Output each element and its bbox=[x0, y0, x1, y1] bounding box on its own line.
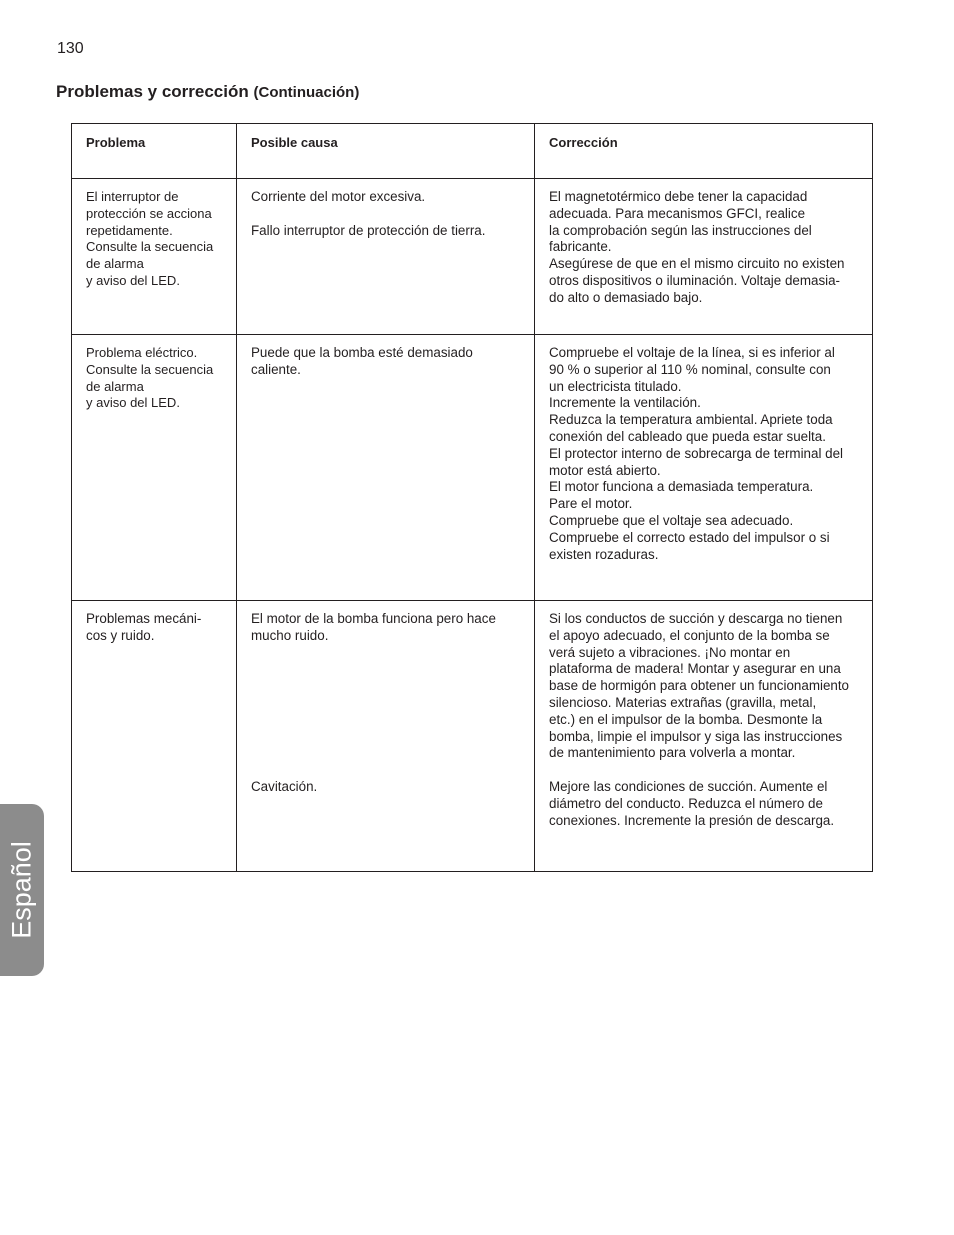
text-line: la comprobación según las instrucciones del bbox=[549, 222, 812, 238]
troubleshooting-table bbox=[71, 123, 873, 872]
text-line: etc.) en el impulsor de la bomba. Desmonte la bbox=[549, 711, 823, 727]
text-line: Cavitación. bbox=[251, 778, 318, 794]
text-line: verá sujeto a vibraciones. ¡No montar en bbox=[549, 644, 791, 660]
spacer bbox=[251, 206, 526, 223]
text-line: Corriente del motor excesiva. bbox=[251, 189, 426, 204]
text-line: Mejore las condiciones de succión. Aumente el bbox=[549, 778, 828, 794]
text-line: fabricante. bbox=[549, 239, 612, 255]
text-line: El interruptor de bbox=[86, 189, 179, 204]
text-line: motor está abierto. bbox=[549, 462, 661, 478]
text-line: Compruebe que el voltaje sea adecuado. bbox=[549, 512, 794, 528]
text-line: conexiones. Incremente la presión de descarga. bbox=[549, 812, 835, 828]
text-line: Consulte la secuencia bbox=[86, 239, 214, 255]
text-line: El magnetotérmico debe tener la capacidad bbox=[549, 189, 808, 204]
table-row bbox=[72, 179, 873, 335]
header-cause: Posible causa bbox=[237, 124, 535, 179]
text-line: cos y ruido. bbox=[86, 627, 155, 643]
text-line: repetidamente. bbox=[86, 222, 173, 238]
cause-cell bbox=[237, 179, 535, 335]
cause-cell bbox=[237, 335, 535, 601]
text-line: El protector interno de sobrecarga de terminal del bbox=[549, 445, 844, 461]
text-line: Incremente la ventilación. bbox=[549, 395, 701, 411]
text-line: Consulte la secuencia bbox=[86, 361, 214, 377]
cause-cell bbox=[237, 601, 535, 872]
text-line: silencioso. Materias extrañas (gravilla, metal, bbox=[549, 694, 817, 710]
text-line: bomba, limpie el impulsor y siga las instrucciones bbox=[549, 728, 843, 744]
text-line: Compruebe el voltaje de la línea, si es inferior al bbox=[549, 345, 835, 360]
text-line: adecuada. Para mecanismos GFCI, realice bbox=[549, 205, 806, 221]
correction-cell bbox=[535, 179, 873, 335]
correction-cell bbox=[535, 601, 873, 872]
text-line: conexión del cableado que pueda estar suelta. bbox=[549, 428, 826, 444]
text-line: Si los conductos de succión y descarga no tienen bbox=[549, 611, 843, 626]
text-line: do alto o demasiado bajo. bbox=[549, 289, 703, 305]
text-line: de mantenimiento para volverla a montar. bbox=[549, 745, 796, 761]
table-header-row bbox=[72, 124, 873, 179]
text-line: existen rozaduras. bbox=[549, 546, 659, 562]
text-line: de alarma bbox=[86, 256, 144, 272]
text-line: Problema eléctrico. bbox=[86, 345, 198, 360]
problem-cell bbox=[72, 335, 237, 601]
text-line: Compruebe el correcto estado del impulsor o si bbox=[549, 529, 830, 545]
text-line: El motor de la bomba funciona pero hace bbox=[251, 611, 496, 626]
text-line: diámetro del conducto. Reduzca el número de bbox=[549, 795, 823, 811]
text-line: y aviso del LED. bbox=[86, 272, 180, 288]
table-row bbox=[72, 601, 873, 872]
header-correction: Corrección bbox=[535, 124, 873, 179]
text-line: Puede que la bomba esté demasiado bbox=[251, 345, 473, 360]
table-row bbox=[72, 335, 873, 601]
text-line: Pare el motor. bbox=[549, 496, 633, 512]
text-line: el apoyo adecuado, el conjunto de la bomba se bbox=[549, 627, 830, 643]
text-line: de alarma bbox=[86, 378, 144, 394]
spacer bbox=[251, 645, 526, 779]
spacer bbox=[549, 762, 864, 779]
section-title bbox=[56, 82, 359, 102]
text-line: otros dispositivos o iluminación. Voltaje demasia- bbox=[549, 272, 841, 288]
text-line: Fallo interruptor de protección de tierra. bbox=[251, 222, 486, 238]
text-line: 90 % o superior al 110 % nominal, consulte con bbox=[549, 361, 831, 377]
text-line: plataforma de madera! Montar y asegurar en una bbox=[549, 661, 841, 677]
problem-cell bbox=[72, 179, 237, 335]
text-line: un electricista titulado. bbox=[549, 378, 682, 394]
text-line: Problemas mecáni- bbox=[86, 611, 202, 626]
text-line: y aviso del LED. bbox=[86, 395, 180, 411]
text-line: caliente. bbox=[251, 361, 301, 377]
header-problem: Problema bbox=[72, 124, 237, 179]
problem-cell bbox=[72, 601, 237, 872]
section-title-main: Problemas y corrección bbox=[56, 82, 249, 101]
section-title-subtitle: (Continuación) bbox=[253, 84, 360, 101]
text-line: base de hormigón para obtener un funcionamiento bbox=[549, 678, 850, 694]
page-number: 130 bbox=[57, 40, 84, 57]
text-line: mucho ruido. bbox=[251, 627, 329, 643]
language-tab bbox=[0, 804, 44, 976]
text-line: Asegúrese de que en el mismo circuito no existen bbox=[549, 256, 845, 272]
text-line: El motor funciona a demasiada temperatura. bbox=[549, 479, 814, 495]
correction-cell bbox=[535, 335, 873, 601]
language-tab-label: Español bbox=[6, 841, 37, 939]
text-line: Reduzca la temperatura ambiental. Apriete toda bbox=[549, 412, 833, 428]
text-line: protección se acciona bbox=[86, 205, 212, 221]
